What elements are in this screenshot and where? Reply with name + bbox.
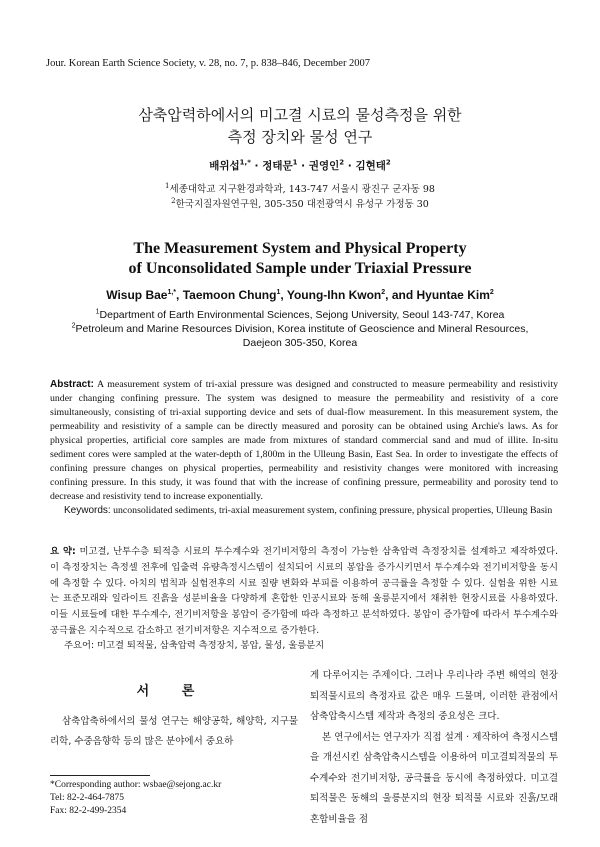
abstract-text: A measurement system of tri-axial pressure was designed and constructed to measure permeability and resistivity under changing confining pressure. The system was designed to measure the permeability and resistivity of a core simultaneously, consisting of tri-axial supporting device and sets of dual-flow measurement. In this measurement system, the permeability and resistivity of a sample can be directly measured and porosity can be obtained using Archie's laws. As for physical properties, artificial core samples are made from mixtures of standard commercial sand and mud of illite. In-situ sediment cores were sampled at the water-depth of 1,800m in the Ulleung Basin, East Sea. In order to investigate the effects of confining pressure changes on physical properties, permeability and resistivity changes were monitored with increasing confining pressure. In this study, it was found that with the increase of confining pressure, permeability and porosity tend to decrease and resistivity tend to increase exponentially. — [50, 379, 558, 502]
author-separator: , — [176, 288, 183, 302]
abstract-label: Abstract: — [50, 379, 94, 390]
abstract-korean-label: 요 약: — [50, 546, 76, 557]
affiliation-korean-2 — [0, 196, 600, 210]
section-heading-introduction: 서 론 — [136, 684, 209, 699]
title-korean-line1: 삼축압력하에서의 미고결 시료의 물성측정을 위한 — [138, 106, 462, 124]
journal-citation: Jour. Korean Earth Science Society, v. 28, no. 7, p. 838–846, December 2007 — [46, 58, 371, 69]
author-name: 정태문 — [262, 160, 293, 172]
author-superscript: 1,* — [239, 158, 251, 167]
author-name: Hyuntae Kim — [416, 288, 490, 302]
abstract-korean — [50, 544, 558, 639]
keywords-korean — [64, 637, 324, 651]
footnote-fax: Fax: 82-2-499-2354 — [50, 806, 127, 816]
title-english-line2: of Unconsolidated Sample under Triaxial Pressure — [128, 260, 472, 277]
author-superscript: 2 — [489, 289, 494, 296]
author-name: 배위섭 — [209, 160, 240, 172]
title-english-line1: The Measurement System and Physical Property — [133, 240, 467, 257]
author-superscript: 2 — [385, 158, 391, 167]
author-name: 권영인 — [308, 160, 340, 172]
affiliation-korean-1 — [0, 181, 600, 195]
affiliation-superscript: 2 — [171, 196, 176, 205]
author-name: 김현태 — [355, 160, 386, 172]
keywords-english — [64, 504, 558, 518]
author-superscript: 1 — [292, 158, 298, 167]
footnote — [50, 779, 221, 818]
author-superscript: 2 — [381, 289, 386, 296]
footnote-corresponding: *Corresponding author: wsbae@sejong.ac.kr — [50, 780, 222, 790]
affiliation-superscript: 2 — [71, 322, 76, 330]
author-separator: , — [280, 288, 287, 302]
author-name: Taemoon Chung — [182, 288, 277, 302]
author-name: Wisup Bae — [106, 288, 168, 302]
affiliation-text: 세종대학교 지구환경과학과, 143-747 서울시 광진구 군자동 98 — [169, 184, 435, 195]
abstract-english — [50, 378, 558, 504]
abstract-korean-text: 미고결, 난투수층 퇴적층 시료의 투수계수와 전기비저항의 측정이 가능한 삼축압력 측정장치를 설계하고 제작하였다. 이 측정장치는 측정셀 전후에 입출력 유량측정시스템이 설치되어 시료의 봉압을 증가시키면서 투수계수와 전기비저항을 동시에 측정할 수 있다. 아치의 법칙과 실험전후의 시료 질량 변화와 부피를 이용하여 공극률을 측정할 수 있다. 실험을 위한 시료는 표준모래와 일라이트 진흙을 성분비율을 다양하게 혼합한 인공시료와 동해 울릉분지에서 채취한 현장시료를 사용하였다. 이들 시료들에 대한 투수계수, 전기비저항을 봉압이 증가함에 따라 측정하고 분석하였다. 봉압이 증가함에 따라서 투수계수와 공극률은 지수적으로 감소하고 전기비저항은 지수적으로 증가한다. — [50, 546, 558, 636]
affiliation-english-1 — [0, 309, 600, 321]
footnote-tel: Tel: 82-2-464-7875 — [50, 793, 125, 803]
keywords-text: unconsolidated sediments, tri-axial measurement system, confining pressure, physical properties, Ulleung Basin — [110, 505, 553, 516]
keywords-korean-label: 주요어: — [64, 640, 95, 651]
author-superscript: 2 — [339, 158, 345, 167]
author-superscript: 1 — [276, 289, 281, 296]
affiliation-text: 한국지질자원연구원, 305-350 대전광역시 유성구 가정동 30 — [175, 199, 429, 210]
authors-korean — [0, 158, 600, 173]
title-korean-line2: 측정 장치와 물성 연구 — [227, 128, 373, 146]
affiliation-superscript: 1 — [95, 308, 100, 316]
body-paragraph: 본 연구에서는 연구자가 직접 설계 · 제작하여 측정시스템을 개선시킨 삼축압축시스템을 이용하여 미고결퇴적물의 투수계수와 전기비저항, 공극률을 동시에 측정하였다. 미고결퇴적물은 동해의 울릉분지의 현장 퇴적물 시료와 진흙/모래 혼합비율을 점 — [310, 731, 558, 825]
keywords-korean-text: 미고결 퇴적물, 삼축압력 측정장치, 봉압, 물성, 울릉분지 — [94, 640, 325, 651]
keywords-label: Keywords: — [64, 505, 111, 516]
author-separator: · — [297, 160, 309, 172]
author-separator: · — [344, 160, 356, 172]
body-column-right — [310, 666, 558, 830]
affiliation-text: Department of Earth Environmental Sciences, Sejong University, Seoul 143-747, Korea — [99, 309, 505, 321]
body-paragraph: 게 다루어지는 주제이다. 그러나 우리나라 주변 해역의 현장 퇴적물시료의 측정자료 값은 매우 드물며, 이러한 관점에서 삼축압축시스템 제작과 측정의 중요성은 크다. — [310, 670, 558, 722]
affiliation-text: Petroleum and Marine Resources Division, Korea institute of Geoscience and Mineral Resources, — [75, 323, 529, 335]
author-name: Young-Ihn Kwon — [286, 288, 382, 302]
author-separator: · — [250, 160, 263, 172]
author-superscript: 1,* — [167, 289, 177, 296]
affiliation-english-3: Daejeon 305-350, Korea — [242, 337, 358, 349]
body-column-left: 삼축압축하에서의 물성 연구는 해양공학, 해양학, 지구물리학, 수중음향학 등의 많은 분야에서 중요하 — [50, 716, 298, 747]
affiliation-english-2 — [0, 323, 600, 335]
authors-english — [0, 288, 600, 302]
footnote-divider — [50, 775, 150, 776]
author-separator: , and — [385, 288, 417, 302]
affiliation-superscript: 1 — [165, 181, 170, 190]
